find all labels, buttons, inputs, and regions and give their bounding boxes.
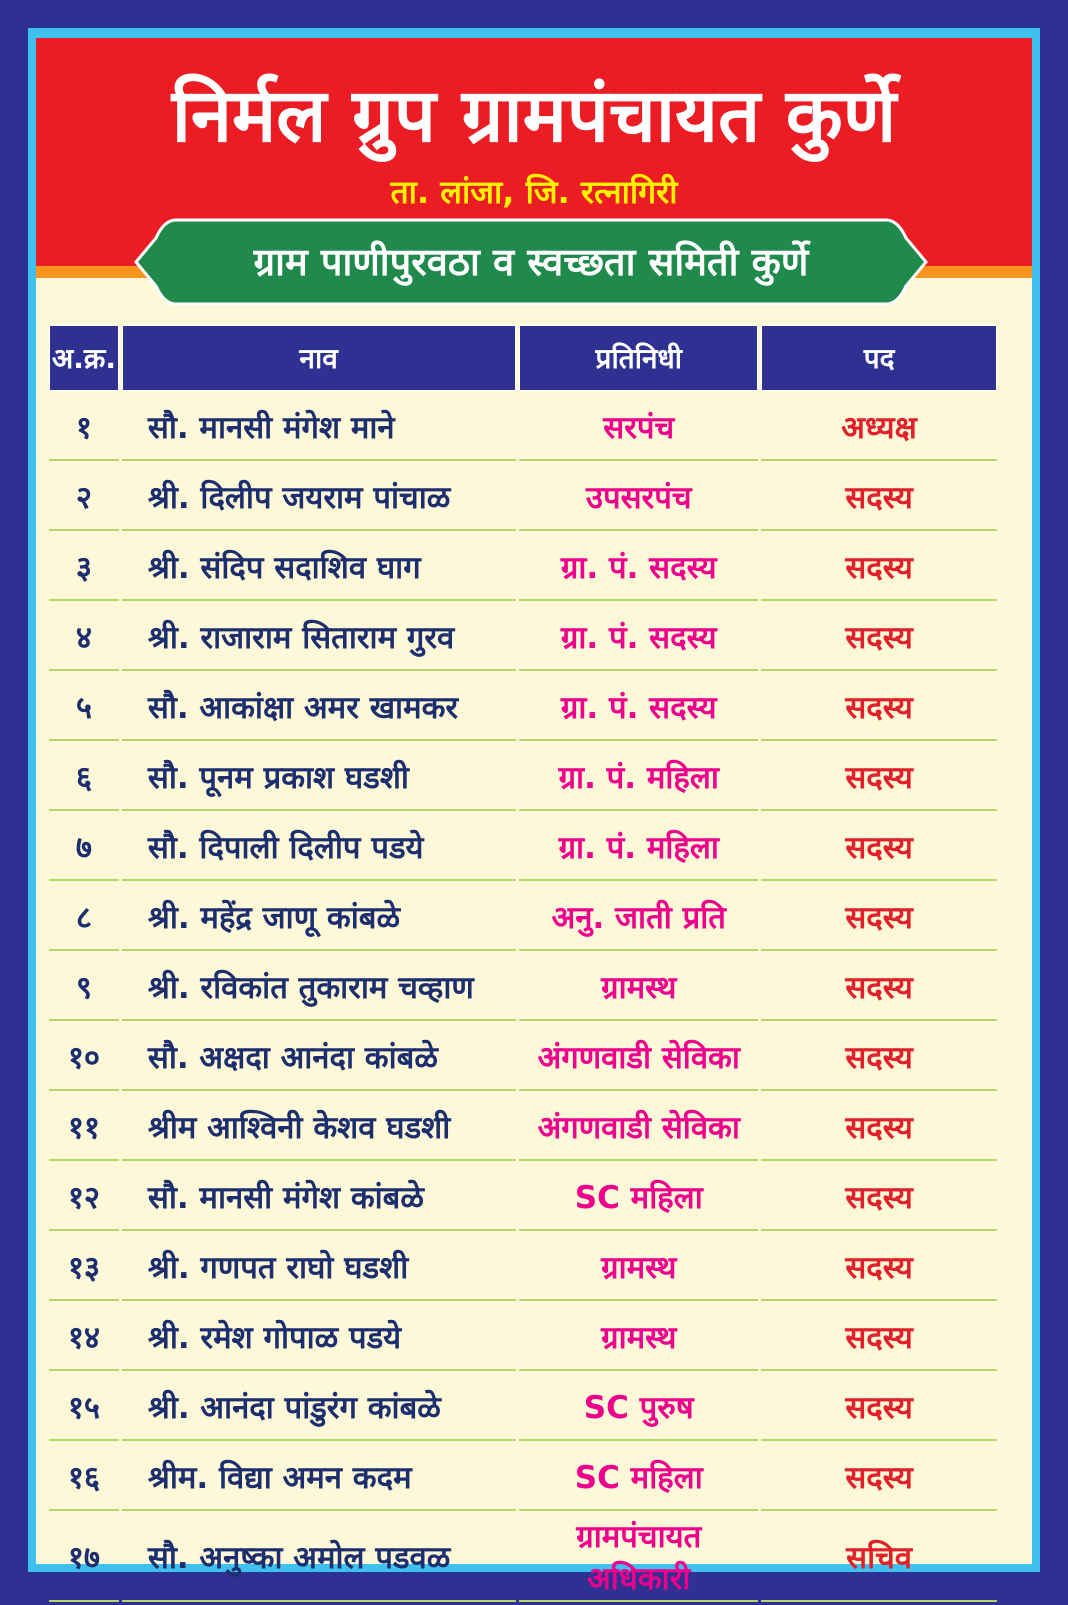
row-post: सदस्य [761, 744, 997, 811]
table-row [49, 1304, 997, 1371]
row-post: सदस्य [761, 604, 997, 671]
table-header-row [49, 325, 997, 391]
row-sr: १२ [49, 1164, 119, 1231]
row-post: सदस्य [761, 1374, 997, 1441]
row-sr: ३ [49, 534, 119, 601]
row-name: सौ. मानसी मंगेश कांबळे [122, 1164, 516, 1231]
row-name: श्री. गणपत राघो घडशी [122, 1234, 516, 1301]
row-post: सदस्य [761, 674, 997, 741]
row-representative: उपसरपंच [519, 464, 758, 531]
row-representative: ग्रामस्थ [519, 954, 758, 1021]
row-name: सौ. अनुष्का अमोल पडवळ [122, 1514, 516, 1602]
row-post: सदस्य [761, 1094, 997, 1161]
row-post: सदस्य [761, 884, 997, 951]
row-post: सदस्य [761, 954, 997, 1021]
column-header-post: पद [761, 325, 997, 391]
row-representative: ग्रामस्थ [519, 1304, 758, 1371]
row-name: श्री. राजाराम सिताराम गुरव [122, 604, 516, 671]
table-row [49, 1024, 997, 1091]
row-name: श्री. संदिप सदाशिव घाग [122, 534, 516, 601]
row-sr: १३ [49, 1234, 119, 1301]
row-name: श्री. महेंद्र जाणू कांबळे [122, 884, 516, 951]
row-name: श्रीम आश्विनी केशव घडशी [122, 1094, 516, 1161]
row-sr: ४ [49, 604, 119, 671]
table-row [49, 1514, 997, 1602]
row-representative: ग्रा. पं. महिला [519, 814, 758, 881]
row-post: सदस्य [761, 814, 997, 881]
row-sr: ७ [49, 814, 119, 881]
row-representative: ग्रामपंचायत अधिकारी [519, 1514, 758, 1602]
row-representative: अनु. जाती प्रति [519, 884, 758, 951]
table-row [49, 1444, 997, 1511]
page-title: निर्मल ग्रुप ग्रामपंचायत कुर्णे [171, 73, 897, 159]
row-sr: ६ [49, 744, 119, 811]
table-row [49, 1374, 997, 1441]
row-post: सदस्य [761, 1444, 997, 1511]
row-sr: ५ [49, 674, 119, 741]
row-representative: ग्रा. पं. सदस्य [519, 674, 758, 741]
row-name: श्री. दिलीप जयराम पांचाळ [122, 464, 516, 531]
row-post: सदस्य [761, 1164, 997, 1231]
column-header-sr: अ.क्र. [49, 325, 119, 391]
row-name: सौ. अक्षदा आनंदा कांबळे [122, 1024, 516, 1091]
row-sr: ८ [49, 884, 119, 951]
table-row [49, 814, 997, 881]
row-post: सदस्य [761, 534, 997, 601]
row-name: सौ. पूनम प्रकाश घडशी [122, 744, 516, 811]
row-post: सदस्य [761, 464, 997, 531]
row-representative: SC पुरुष [519, 1374, 758, 1441]
row-post: अध्यक्ष [761, 394, 997, 461]
row-post: सचिव [761, 1514, 997, 1602]
column-header-name: नाव [122, 325, 516, 391]
row-sr: १० [49, 1024, 119, 1091]
row-post: सदस्य [761, 1024, 997, 1091]
committee-title: ग्राम पाणीपुरवठा व स्वच्छता समिती कुर्णे [253, 240, 809, 284]
row-name: सौ. दिपाली दिलीप पडये [122, 814, 516, 881]
table-row [49, 954, 997, 1021]
table-row [49, 604, 997, 671]
row-sr: १६ [49, 1444, 119, 1511]
row-representative: SC महिला [519, 1164, 758, 1231]
table-row [49, 464, 997, 531]
table-row [49, 1094, 997, 1161]
row-sr: ११ [49, 1094, 119, 1161]
table-row [49, 1164, 997, 1231]
row-sr: १५ [49, 1374, 119, 1441]
row-sr: १७ [49, 1514, 119, 1602]
table-row [49, 744, 997, 811]
row-name: श्री. रविकांत तुकाराम चव्हाण [122, 954, 516, 1021]
row-post: सदस्य [761, 1304, 997, 1371]
row-name: सौ. मानसी मंगेश माने [122, 394, 516, 461]
table-row [49, 534, 997, 601]
table-row [49, 394, 997, 461]
row-name: सौ. आकांक्षा अमर खामकर [122, 674, 516, 741]
row-representative: अंगणवाडी सेविका [519, 1024, 758, 1091]
table-row [49, 674, 997, 741]
row-representative: ग्रा. पं. सदस्य [519, 604, 758, 671]
page-subtitle: ता. लांजा, जि. रत्नागिरी [390, 173, 678, 211]
table-row [49, 884, 997, 951]
row-name: श्रीम. विद्या अमन कदम [122, 1444, 516, 1511]
row-representative: SC महिला [519, 1444, 758, 1511]
row-post: सदस्य [761, 1234, 997, 1301]
row-representative: ग्रामस्थ [519, 1234, 758, 1301]
row-representative: अंगणवाडी सेविका [519, 1094, 758, 1161]
row-sr: ९ [49, 954, 119, 1021]
committee-banner [136, 216, 926, 308]
row-name: श्री. रमेश गोपाळ पडये [122, 1304, 516, 1371]
row-representative: ग्रा. पं. महिला [519, 744, 758, 811]
row-representative: ग्रा. पं. सदस्य [519, 534, 758, 601]
notice-panel [36, 38, 1032, 1597]
row-sr: १ [49, 394, 119, 461]
row-representative: सरपंच [519, 394, 758, 461]
row-sr: १४ [49, 1304, 119, 1371]
row-name: श्री. आनंदा पांडुरंग कांबळे [122, 1374, 516, 1441]
members-table [46, 322, 1000, 1605]
column-header-representative: प्रतिनिधी [519, 325, 758, 391]
row-sr: २ [49, 464, 119, 531]
table-row [49, 1234, 997, 1301]
